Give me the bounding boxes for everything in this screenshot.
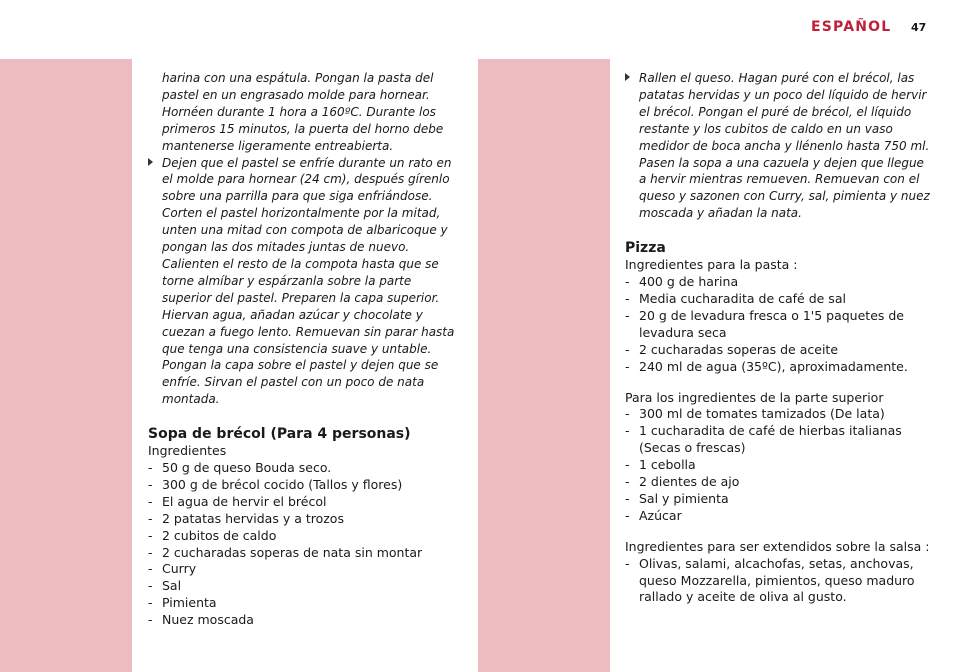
list-item: - 240 ml de agua (35ºC), aproximadamente. — [625, 358, 908, 374]
list-item: - 50 g de queso Bouda seco. — [148, 460, 332, 476]
bullet-arrow-icon — [625, 73, 630, 81]
list-item: - El agua de hervir el brécol — [148, 493, 327, 509]
list-item: - Azúcar — [625, 507, 682, 523]
dough-label: Ingredientes para la pasta : — [625, 257, 798, 273]
list-item: - 300 g de brécol cocido (Tallos y flores) — [148, 476, 403, 492]
sauce-label: Ingredientes para ser extendidos sobre la salsa : — [625, 538, 930, 554]
sauce-ingredient-list — [625, 556, 935, 607]
right-text-column — [625, 70, 935, 606]
list-item: - 1 cucharadita de café de hierbas italianas (Secas o frescas) — [625, 423, 902, 456]
list-item: - Sal y pimienta — [625, 490, 729, 506]
page-number: 47 — [911, 21, 927, 34]
middle-margin-band — [478, 59, 610, 672]
list-item: - Nuez moscada — [148, 612, 254, 628]
list-item: - Pimienta — [148, 595, 217, 611]
list-item: - Media cucharadita de café de sal — [625, 290, 846, 306]
list-item: - 1 cebolla — [625, 457, 696, 473]
language-header: ESPAÑOL — [811, 19, 892, 35]
topping-label: Para los ingredientes de la parte superior — [625, 389, 884, 405]
list-item: - 2 cucharadas soperas de aceite — [625, 341, 839, 357]
list-item: - 400 g de harina — [625, 274, 739, 290]
soup-heading: Sopa de brécol (Para 4 personas) — [148, 426, 411, 443]
step-bullet — [625, 70, 935, 222]
dough-ingredient-list — [625, 274, 935, 375]
left-margin-band — [0, 59, 132, 672]
soup-ingredient-list — [148, 460, 456, 629]
list-item: - Olivas, salami, alcachofas, setas, anchovas, queso Mozzarella, pimientos, queso maduro rallado y aceite de oliva al gusto. — [625, 555, 915, 605]
intro-paragraph: harina con una espátula. Pongan la pasta del pastel en un engrasado molde para hornear. Hornéen durante 1 hora a 160ºC. Durante los primeros 15 minutos, la puerta del horno debe mantenerse ligeramente entreabierta. — [162, 71, 444, 153]
list-item: - 2 cucharadas soperas de nata sin montar — [148, 544, 423, 560]
bullet-arrow-icon — [148, 158, 153, 166]
step-text: Dejen que el pastel se enfríe durante un rato en el molde para hornear (24 cm), después gírenlo sobre una parrilla para que siga enfriándose. Corten el pastel horizontalmente por la mitad, unten una mitad con compota de albaricoque y pongan las dos mitades juntas de nuevo. Calienten el resto de la compota hasta que se torne almíbar y espárzanla sobre la parte superior del pastel. Preparen la capa superior. Hiervan agua, añadan azúcar y chocolate y cuezan a fuego lento. Remuevan sin parar hasta que tenga una consistencia suave y untable. Pongan la capa sobre el pastel y dejen que se enfríe. Sirvan el pastel con un poco de nata montada. — [162, 155, 455, 407]
list-item: - 2 patatas hervidas y a trozos — [148, 510, 344, 526]
step-bullet — [148, 155, 456, 409]
list-item: - 20 g de levadura fresca o 1'5 paquetes de levadura seca — [625, 307, 904, 340]
topping-ingredient-list — [625, 406, 935, 524]
list-item: - 2 dientes de ajo — [625, 474, 740, 490]
list-item: - Sal — [148, 578, 182, 594]
list-item: - Curry — [148, 561, 197, 577]
left-text-column — [148, 70, 456, 629]
list-item: - 2 cubitos de caldo — [148, 527, 277, 543]
step-text: Rallen el queso. Hagan puré con el brécol, las patatas hervidas y un poco del líquido de hervir el brécol. Pongan el puré de brécol, el líquido restante y los cubitos de caldo en un vaso medidor de boca ancha y llénenlo hasta 750 ml. Pasen la sopa a una cazuela y dejen que llegue a hervir mientras remueven. Remuevan con el queso y sazonen con Curry, sal, pimienta y nuez moscada y añadan la nata. — [639, 71, 930, 221]
list-item: - 300 ml de tomates tamizados (De lata) — [625, 406, 885, 422]
soup-ingredients-label: Ingredientes — [148, 443, 227, 459]
pizza-heading: Pizza — [625, 240, 666, 257]
